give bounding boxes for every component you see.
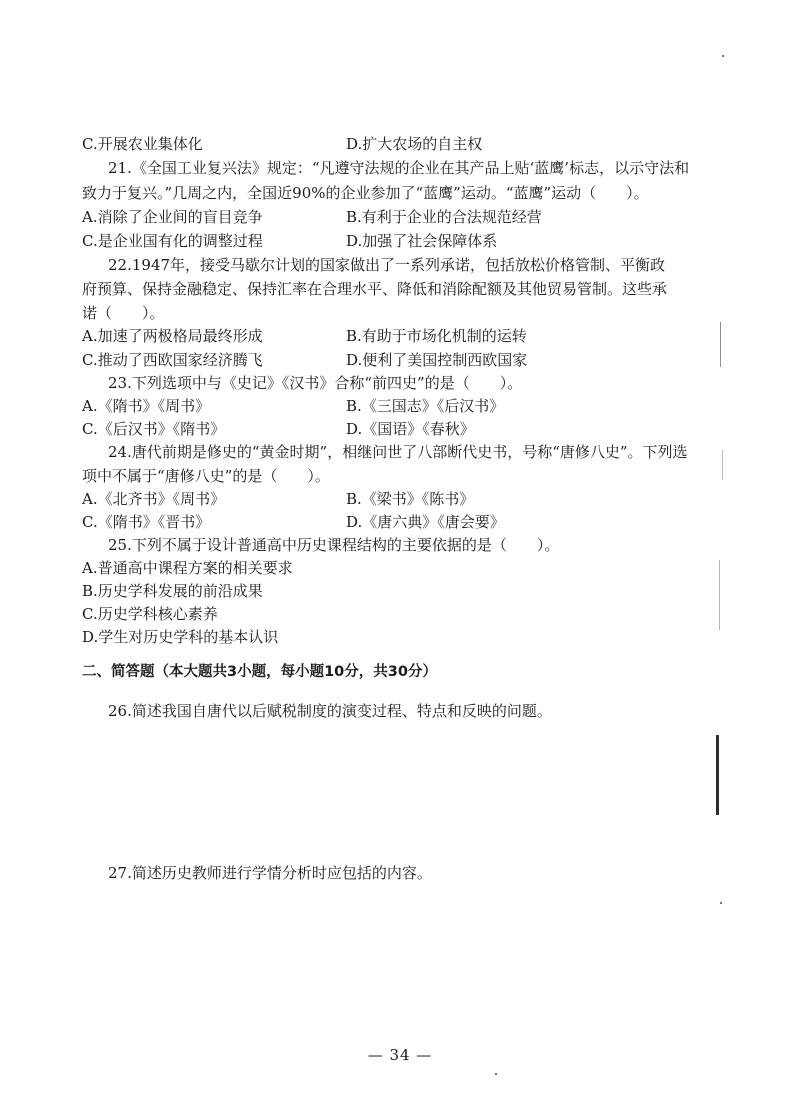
q24-option-b: B.《梁书》《陈书》 xyxy=(346,490,475,508)
q23-option-b: B.《三国志》《后汉书》 xyxy=(346,397,505,415)
q22-stem-line3: 诺（ ）。 xyxy=(82,304,165,322)
scan-mark xyxy=(716,735,719,815)
q23-option-a: A.《隋书》《周书》 xyxy=(82,397,211,415)
q24-option-c: C.《隋书》《晋书》 xyxy=(82,513,211,531)
scan-mark xyxy=(722,450,723,480)
section-heading-short-answer: 二、简答题（本大题共3小题，每小题10分，共30分） xyxy=(82,664,437,680)
q21-option-a: A.消除了企业间的盲目竞争 xyxy=(82,208,263,226)
q25-option-c: C.历史学科核心素养 xyxy=(82,605,218,623)
q25-stem-line1: 25.下列不属于设计普通高中历史课程结构的主要依据的是（ ）。 xyxy=(108,536,560,554)
q24-option-d: D.《唐六典》《唐会要》 xyxy=(346,513,505,531)
scan-dot xyxy=(720,902,722,904)
q21-stem-line2: 致力于复兴。”几周之内，全国近90%的企业参加了“蓝鹰”运动。“蓝鹰”运动（ ）。 xyxy=(82,184,649,202)
q21-option-b: B.有利于企业的合法规范经营 xyxy=(346,208,542,226)
q20-option-c: C.开展农业集体化 xyxy=(82,135,203,153)
q22-option-d: D.便利了美国控制西欧国家 xyxy=(346,351,528,369)
page-number: — 34 — xyxy=(367,1046,433,1064)
q26-stem: 26.简述我国自唐代以后赋税制度的演变过程、特点和反映的问题。 xyxy=(108,702,552,720)
q27-stem: 27.简述历史教师进行学情分析时应包括的内容。 xyxy=(108,864,432,882)
q25-option-d: D.学生对历史学科的基本认识 xyxy=(82,628,279,646)
q22-option-b: B.有助于市场化机制的运转 xyxy=(346,327,527,345)
scan-dot xyxy=(495,1073,497,1075)
q22-option-c: C.推动了西欧国家经济腾飞 xyxy=(82,351,263,369)
scan-mark xyxy=(720,322,721,367)
q22-stem-line1: 22.1947年，接受马歇尔计划的国家做出了一系列承诺，包括放松价格管制、平衡政 xyxy=(108,256,666,274)
q23-option-c: C.《后汉书》《隋书》 xyxy=(82,420,226,438)
scan-dot xyxy=(722,55,724,57)
q25-option-a: A.普通高中课程方案的相关要求 xyxy=(82,559,293,577)
q22-option-a: A.加速了两极格局最终形成 xyxy=(82,327,263,345)
q23-stem-line1: 23.下列选项中与《史记》《汉书》合称“前四史”的是（ ）。 xyxy=(108,374,523,392)
q24-stem-line1: 24.唐代前期是修史的“黄金时期”，相继问世了八部断代史书，号称“唐修八史”。下列选 xyxy=(108,443,688,461)
q23-option-d: D.《国语》《春秋》 xyxy=(346,420,475,438)
q20-option-d: D.扩大农场的自主权 xyxy=(346,135,483,153)
q22-stem-line2: 府预算、保持金融稳定、保持汇率在合理水平、降低和消除配额及其他贸易管制。这些承 xyxy=(82,280,668,298)
q24-option-a: A.《北齐书》《周书》 xyxy=(82,490,226,508)
q21-option-c: C.是企业国有化的调整过程 xyxy=(82,232,263,250)
q24-stem-line2: 项中不属于“唐修八史”的是（ ）。 xyxy=(82,467,330,485)
q25-option-b: B.历史学科发展的前沿成果 xyxy=(82,582,263,600)
q21-option-d: D.加强了社会保障体系 xyxy=(346,232,498,250)
scan-mark xyxy=(719,560,720,630)
q21-stem-line1: 21.《全国工业复兴法》规定：“凡遵守法规的企业在其产品上贴‘蓝鹰’标志，以示守法和 xyxy=(108,159,690,177)
